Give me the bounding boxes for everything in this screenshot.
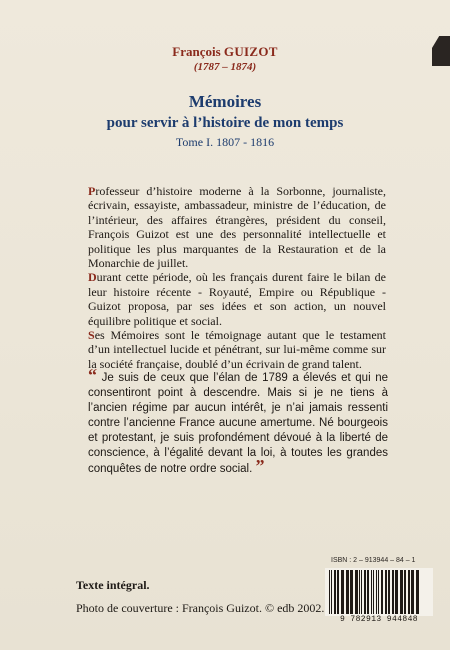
- author-first-name: François: [172, 44, 221, 59]
- texte-integral: Texte intégral.: [76, 578, 150, 592]
- barcode-bar: [331, 570, 332, 614]
- paragraph: [88, 270, 386, 328]
- quotation: [88, 365, 388, 477]
- isbn: ISBN : 2 – 913944 – 84 – 1: [331, 557, 416, 564]
- paragraph: [88, 184, 386, 270]
- author-name: [0, 44, 450, 60]
- barcode-bar: [367, 570, 369, 614]
- barcode-bar: [378, 570, 379, 614]
- barcode-bar: [329, 570, 330, 614]
- barcode-bar: [395, 570, 398, 614]
- barcode-bar: [364, 570, 366, 614]
- paragraph-initial: P: [88, 184, 96, 198]
- barcode-bar: [392, 570, 394, 614]
- barcode-bar: [411, 570, 414, 614]
- barcode-bar: [337, 570, 339, 614]
- paragraph-text: rofesseur d’histoire moderne à la Sorbonne, journaliste, écrivain, essayiste, ambassadeur, ministre de l’éducation, de l’intérieur, des affaires étrangères, président du conseil, François Guizot est une des personnalité intellectuelle et politique les plus marquantes de la Restauration et de la Monarchie de juillet.: [88, 184, 386, 271]
- barcode-bar: [400, 570, 403, 614]
- paragraph-initial: D: [88, 270, 97, 285]
- barcode-bar: [359, 570, 360, 614]
- barcode-bar: [404, 570, 406, 614]
- barcode-bar: [385, 570, 387, 614]
- close-quote-mark: ”: [255, 456, 265, 476]
- barcode-bar: [346, 570, 349, 614]
- barcode-bar: [341, 570, 344, 614]
- author-last-name: GUIZOT: [223, 44, 278, 59]
- barcode-bar: [373, 570, 374, 614]
- barcode-bar: [381, 570, 383, 614]
- paragraph: [88, 328, 386, 371]
- book-tome: Tome I. 1807 - 1816: [175, 135, 275, 149]
- barcode-bar: [408, 570, 410, 614]
- paragraph-text: urant cette période, où les français durent faire le bilan de leur histoire récente - Royauté, Empire ou République - Guizot proposa, par ses idées et son action, un nouvel équilibre politique et social.: [88, 270, 386, 328]
- open-quote-mark: “: [88, 365, 97, 385]
- book-title: Mémoires: [188, 92, 262, 111]
- barcode-bar: [361, 570, 362, 614]
- author-dates: (1787 – 1874): [193, 61, 257, 73]
- barcode-bar: [334, 570, 336, 614]
- paragraph-text: es Mémoires sont le témoignage autant que le testament d’un intellectuel lucide et pénétrant, sur lui-même comme sur la société française, doublé d’un écrivain de grand talent.: [88, 328, 386, 371]
- barcode-number: 9 782913 944848: [339, 615, 418, 624]
- barcode-bar: [376, 570, 377, 614]
- barcode-bar: [355, 570, 358, 614]
- paragraph-initial: S: [88, 328, 95, 343]
- barcode-bar: [350, 570, 353, 614]
- quotation-text: Je suis de ceux que l’élan de 1789 a élevés et qui ne consentiront point à descendre. Mais si je ne tiens à l’ancien régime par aucun intérêt, je n’ai jamais ressenti contre l’ancienne France aucune amertume. Né bourgeois et protestant, je suis profondément dévoué à la liberté de conscience, à l’égalité devant la loi, à toutes les grandes conquêtes de notre ordre social.: [88, 372, 388, 475]
- description: [88, 184, 386, 371]
- photo-credit: Photo de couverture : François Guizot. © edb 2002.: [76, 601, 325, 615]
- barcode: [325, 568, 433, 616]
- barcode-bar: [388, 570, 390, 614]
- barcode-bar: [371, 570, 372, 614]
- barcode-bar: [416, 570, 419, 614]
- book-subtitle: pour servir à l’histoire de mon temps: [106, 115, 344, 131]
